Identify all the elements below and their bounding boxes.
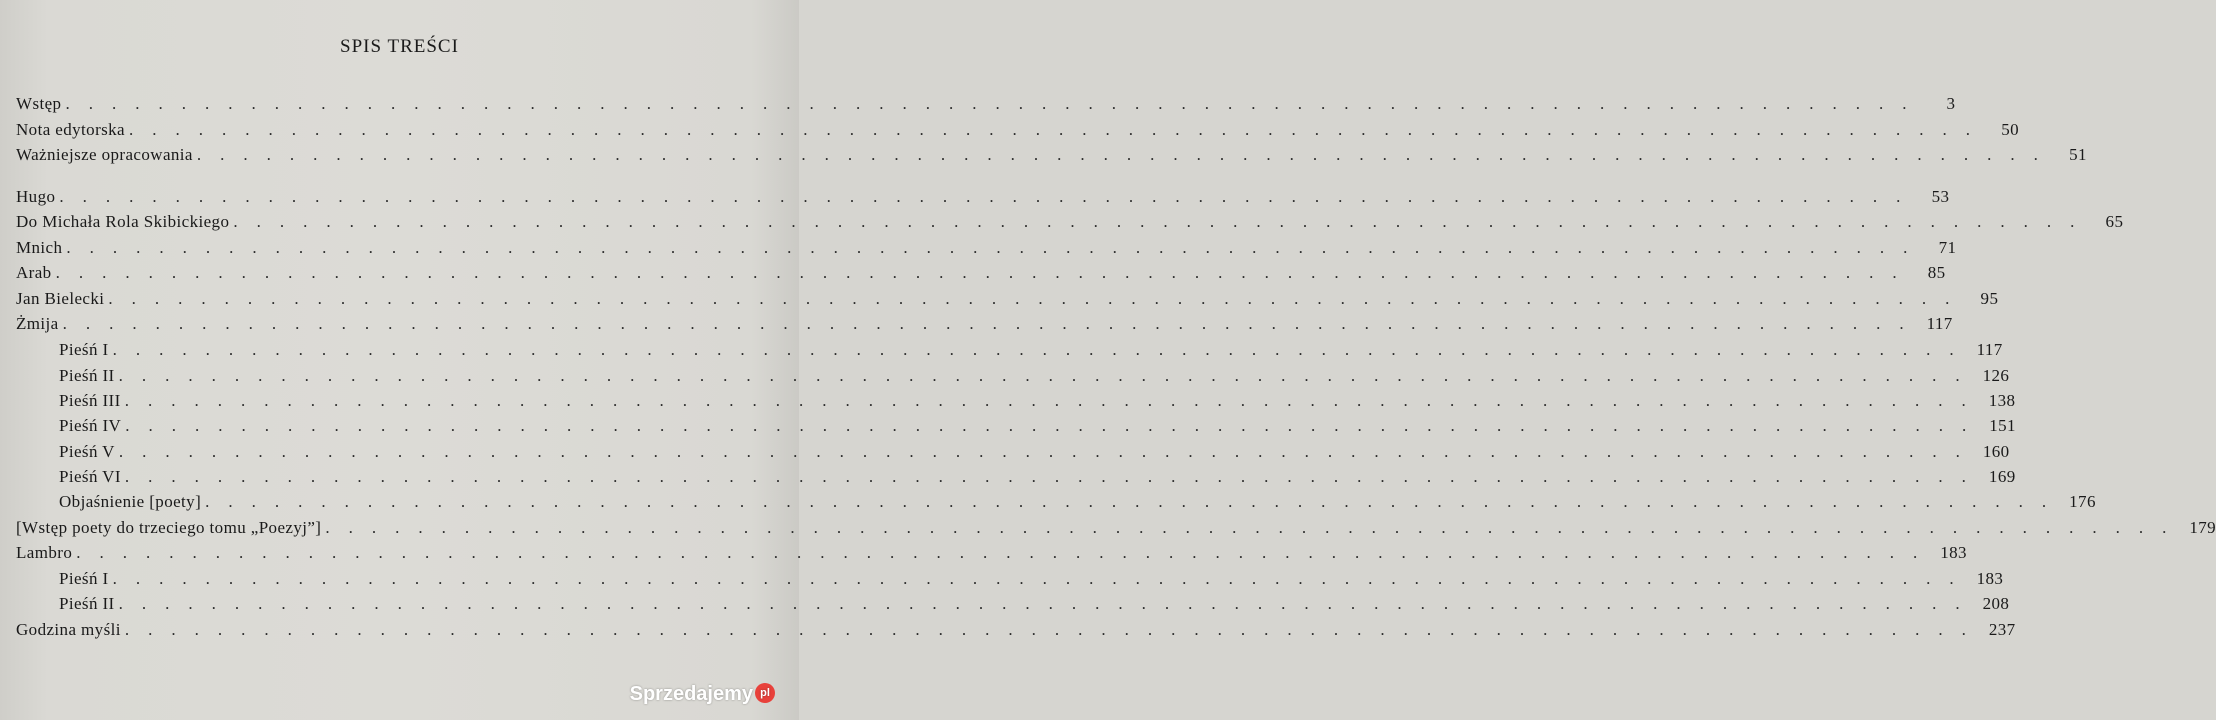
toc-entry xyxy=(16,236,1957,260)
toc-entry-page: 160 xyxy=(1982,442,2010,461)
toc-dot-leader: ................................................................................ xyxy=(62,314,1923,333)
toc-entry-title: Lambro xyxy=(16,543,73,562)
toc-entry-title: Ważniejsze opracowania xyxy=(16,145,193,164)
toc-entry-page: 85 xyxy=(1927,263,1946,282)
toc-dot-leader: ................................................................................ xyxy=(66,238,1927,257)
toc-entry xyxy=(16,490,2096,514)
toc-entry xyxy=(16,287,1999,311)
toc-dot-leader: ................................................................................ xyxy=(125,416,1986,435)
toc-entry-title: Nota edytorska xyxy=(16,120,125,139)
toc-dot-leader: ................................................................................ xyxy=(129,120,1989,139)
toc-dot-leader: ................................................................................ xyxy=(108,289,1969,308)
toc-entry xyxy=(16,567,2004,591)
toc-entry-title: [Wstęp poety do trzeciego tomu „Poezyj”] xyxy=(16,518,322,537)
toc-entry xyxy=(16,210,2124,234)
toc-entry xyxy=(16,465,2016,489)
toc-entry xyxy=(16,143,2087,167)
toc-entry-page: 51 xyxy=(2069,145,2087,164)
toc-entry xyxy=(16,440,2010,464)
toc-entry-title: Pieśń VI xyxy=(59,467,121,486)
toc-entry xyxy=(16,118,2019,142)
toc-entry-title: Arab xyxy=(16,263,52,282)
watermark-badge: pl xyxy=(755,683,775,703)
toc-entry-page: 176 xyxy=(2069,492,2096,511)
toc-entry-page: 53 xyxy=(1931,187,1950,206)
toc-dot-leader: ................................................................................ xyxy=(124,620,1985,639)
toc-entry xyxy=(16,338,2003,362)
toc-entry xyxy=(16,261,1946,285)
toc-entry-page: 183 xyxy=(1976,569,2004,588)
toc-entry-page: 183 xyxy=(1940,543,1967,562)
toc-entry-page: 208 xyxy=(1982,594,2010,613)
toc-entry-title: Jan Bielecki xyxy=(16,289,105,308)
toc-entry-page: 50 xyxy=(2001,120,2019,139)
toc-entry xyxy=(16,516,2216,540)
toc-entry-page: 3 xyxy=(1946,94,1956,113)
toc-dot-leader: ................................................................................ xyxy=(118,594,1979,613)
toc-dot-leader: ................................................................................ xyxy=(65,94,1926,113)
toc-entry-title: Pieśń I xyxy=(59,569,109,588)
toc-entry xyxy=(16,364,2010,388)
toc-dot-leader: ................................................................................ xyxy=(124,391,1985,410)
toc-entry-title: Godzina myśli xyxy=(16,620,121,639)
toc-entry-title: Pieśń IV xyxy=(59,416,122,435)
toc-entry-page: 65 xyxy=(2105,212,2124,231)
watermark-text: Sprzedajemy xyxy=(629,683,753,705)
toc-entry xyxy=(16,541,1967,565)
toc-entry-page: 71 xyxy=(1938,238,1957,257)
toc-entry xyxy=(16,592,2010,616)
toc-dot-leader: ................................................................................ xyxy=(112,340,1973,359)
toc-entry-page: 117 xyxy=(1976,340,2003,359)
toc-dot-leader: ................................................................................ xyxy=(325,518,2186,537)
toc-entry-page: 237 xyxy=(1988,620,2016,639)
toc-dot-leader: ................................................................................ xyxy=(118,442,1979,461)
toc-entry-title: Mnich xyxy=(16,238,63,257)
toc-entry-page: 151 xyxy=(1989,416,2016,435)
page-title: SPIS TREŚCI xyxy=(340,36,459,57)
toc-dot-leader: ................................................................................ xyxy=(124,467,1985,486)
toc-entry xyxy=(16,92,1956,116)
toc-entry-title: Żmija xyxy=(16,314,59,333)
toc-entry-title: Objaśnienie [poety] xyxy=(59,492,202,511)
toc-entry-page: 95 xyxy=(1980,289,1999,308)
toc-entry xyxy=(16,312,1953,336)
toc-entry-page: 126 xyxy=(1982,366,2010,385)
toc-dot-leader: ................................................................................ xyxy=(196,145,2057,164)
toc-entry-title: Pieśń V xyxy=(59,442,115,461)
toc-entry-title: Pieśń I xyxy=(59,340,109,359)
toc-entry xyxy=(16,618,2016,642)
toc-entry-title: Do Michała Rola Skibickiego xyxy=(16,212,230,231)
toc-entry-title: Pieśń II xyxy=(59,366,115,385)
toc-entry-title: Pieśń III xyxy=(59,391,121,410)
toc-entry-page: 138 xyxy=(1988,391,2016,410)
toc-entry-title: Pieśń II xyxy=(59,594,115,613)
toc-dot-leader: ................................................................................ xyxy=(76,543,1937,562)
toc-dot-leader: ................................................................................ xyxy=(233,212,2094,231)
toc-dot-leader: ................................................................................ xyxy=(205,492,2066,511)
watermark-logo xyxy=(630,683,775,706)
toc-entry xyxy=(16,414,2016,438)
toc-entry xyxy=(16,185,1950,209)
toc-dot-leader: ................................................................................ xyxy=(55,263,1916,282)
toc-entry-page: 169 xyxy=(1988,467,2016,486)
toc-entry-page: 179 xyxy=(2189,518,2216,537)
toc-dot-leader: ................................................................................ xyxy=(59,187,1920,206)
toc-dot-leader: ................................................................................ xyxy=(118,366,1979,385)
toc-dot-leader: ................................................................................ xyxy=(112,569,1973,588)
toc-entry-title: Hugo xyxy=(16,187,56,206)
toc-entry-page: 117 xyxy=(1926,314,1953,333)
toc-entry-title: Wstęp xyxy=(16,94,62,113)
toc-entry xyxy=(16,389,2016,413)
